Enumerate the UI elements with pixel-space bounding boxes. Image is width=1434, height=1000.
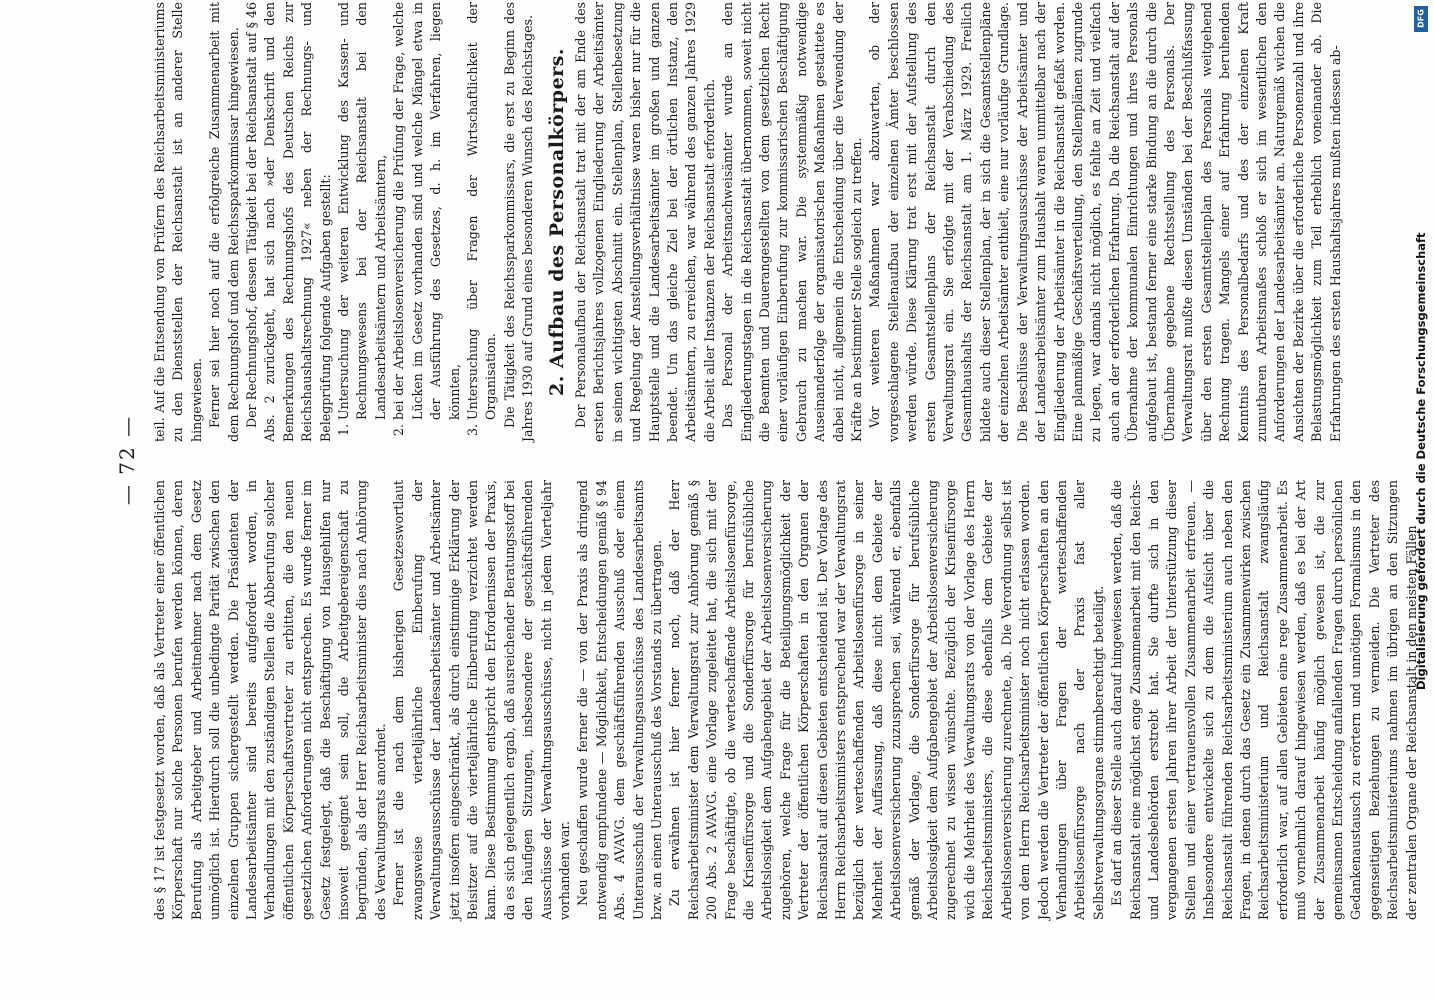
right-column (151, 2, 1345, 442)
section-heading: 2. Aufbau des Personalkörpers. (545, 47, 568, 397)
paragraph: Die Tätigkeit des Reichssparkommissars, die erst zu Beginn des Jahres 1930 auf Grund eines besonderen Wunsch des Reichstages. (501, 2, 536, 442)
numbered-list (335, 2, 501, 442)
paragraph: Ferner ist die nach dem bisherigen Gesetzeswortlaut zwangsweise vierteljährliche Einberufung der Verwaltungsausschüsse der Landesarbeitsämter und Arbeitsämter jetzt insofern eingeschränkt, als durch einstimmige Erklärung der Beisitzer auf die vierteljährliche Einberufung verzichtet werden kann. Diese Bestimmung entspricht den Erfordernissen der Praxis, da es sich gelegentlich ergab, daß ausreichender Beratungsstoff bei den häufigen Sitzungen, insbesondere der geschäftsführenden Ausschüsse der Verwaltungsausschüsse, nicht in jedem Vierteljahr vorhanden war. (391, 480, 572, 920)
list-item: 2. bei der Arbeitslosenversicherung die Prüfung der Frage, welche Lücken im Gesetz vorhanden sind und welche Mängel etwa in der Ausführung des Gesetzes, d. h. im Verfahren, liegen könnten, (390, 2, 464, 420)
paragraph: Ferner sei hier noch auf die erfolgreiche Zusammenarbeit mit dem Rechnungshof und dem Reichssparkommissar hingewiesen. (207, 2, 241, 442)
book-spread (115, 0, 1419, 920)
list-item: 3. Untersuchung über Fragen der Wirtschaftlichkeit der Organisation. (464, 2, 501, 420)
paragraph: des § 17 ist festgesetzt worden, daß als Vertreter einer öffentlichen Körperschaft nur solche Personen berufen werden können, deren Berufung als Arbeitgeber und Arbeitnehmer nach dem Gesetz unmöglich ist. Hierdurch soll die unbedingte Parität zwischen den einzelnen Gruppen sichergestellt werden. Die Präsidenten der Landesarbeitsämter sind bereits aufgefordert worden, in Verhandlungen mit den zuständigen Stellen die Abberufung solcher öffentlichen Körperschaftsvertreter zu erbitten, die den neuen gesetzlichen Anforderungen nicht entsprechen. Es wurde ferner im Gesetz festgelegt, daß die Beschäftigung von Hausgehilfen nur insoweit geeignet sein soll, die Arbeitgebereigenschaft zu begründen, als der Herr Reichsarbeitsminister dies nach Anhörung des Verwaltungsrats anordnet. (152, 480, 388, 920)
left-column (151, 480, 1421, 920)
page-number: — 72 — (115, 414, 139, 506)
paragraph: Zu erwähnen ist hier ferner noch, daß der Herr Reichsarbeitsminister dem Verwaltungsrat zur Anhörung gemäß § 200 Abs. 2 AVAVG. eine Vorlage zugeleitet hat, die sich mit der Frage beschäftigte, ob die werteschaffende Arbeitslosenfürsorge, die Krisenfürsorge und die Sonderfürsorge für berufsübliche Arbeitslosigkeit dem Aufgabengebiet der Arbeitslosenversicherung zugehören, welche Frage für die Beteiligungsmöglichkeit der Vertreter der öffentlichen Körperschaften in den Organen der Reichsanstalt auf diesen Gebieten entscheidend ist. Der Vorlage des Herrn Reichsarbeitsministers entsprechend war der Verwaltungsrat bezüglich der werteschaffenden Arbeitslosenfürsorge in seiner Mehrheit der Auffassung, daß diese nicht dem Gebiete der Arbeitslosenversicherung zuzusprechen sei, während er, ebenfalls gemäß der Vorlage, die Sonderfürsorge für berufsübliche Arbeitslosigkeit dem Aufgabengebiet der Arbeitslosenversicherung zugerechnet zu wissen wünschte. Bezüglich der Krisenfürsorge wich die Mehrheit des Verwaltungsrats von der Vorlage des Herrn Reichsarbeitsministers, die diese ebenfalls dem Gebiete der Arbeitslosenversicherung zurechnete, ab. Die Verordnung selbst ist von dem Herrn Reichsarbeitsminister noch nicht erlassen worden. Jedoch werden die Vertreter der öffentlichen Körperschaften an den Verhandlungen über Fragen der werteschaffenden Arbeitslosenfürsorge nach der Praxis fast aller Selbstverwaltungsorgane stimmberechtigt beteiligt. (667, 480, 1106, 920)
paragraph: Der Rechnungshof, dessen Tätigkeit bei der Reichsanstalt auf § 46 Abs. 2 zurückgeht, hat sich nach »der Denkschrift und den Bemerkungen des Rechnungshofs des Deutschen Reichs zur Reichshaushaltsrechnung 1927« neben der Rechnungs- und Belegprüfung folgende Aufgaben gestellt: (244, 2, 333, 442)
paragraph: Neu geschaffen wurde ferner die — von der Praxis als dringend notwendig empfundene — Möglichkeit, Entscheidungen gemäß § 94 Abs. 4 AVAVG. dem geschäftsführenden Ausschuß oder einem Unterausschuß der Verwaltungsausschüsse des Landesarbeitsamts bzw. an einen Unterausschuß des Vorstands zu übertragen. (575, 480, 664, 920)
paragraph: teil. Auf die Entsendung von Prüfern des Reichsarbeitsministeriums zu den Dienststellen der Reichsanstalt ist an anderer Stelle hingewiesen. (152, 2, 204, 442)
digitization-credit: Digitalisierung gefördert durch die Deutsche Forschungsgemeinschaft (1414, 232, 1428, 690)
list-item: 1. Untersuchung der weiteren Entwicklung des Kassen- und Rechnungswesens bei der Reichsanstalt bei den Landesarbeitsämtern und Arbeitsämtern, (335, 2, 390, 420)
paragraph: Vor weiteren Maßnahmen war abzuwarten, ob der vorgeschlagene Stellenaufbau der einzelnen Ämter beschlossen werden würde. Diese Klärung trat erst mit der Aufstellung des ersten Gesamtstellenplans der Reichsanstalt durch den Verwaltungsrat ein. Sie erfolgte mit der Verabschiedung des Gesamthaushalts der Reichsanstalt am 1. März 1929. Freilich bildete auch dieser Stellenplan, der in sich die Gesamtstellenpläne der einzelnen Arbeitsämter enthielt, eine nur vorläufige Grundlage. Die Beschlüsse der Verwaltungsausschüsse der Arbeitsämter und der Landesarbeitsämter zum Haushalt waren unmittelbar nach der Eingliederung der Arbeitsämter in die Reichsanstalt gefaßt worden. Eine planmäßige Geschäftsverteilung, den Stellenplänen zugrunde zu legen, war damals nicht möglich, es fehlte an Zeit und vielfach auch an der erforderlichen Erfahrung. Da die Reichsanstalt auf der Übernahme der kommunalen Einrichtungen und ihres Personals aufgebaut ist, bestand ferner eine starke Bindung an die durch die Übernahme gegebene Rechtsstellung des Personals. Der Verwaltungsrat mußte diesen Umständen bei der Beschlußfassung über den ersten Gesamtstellenplan des Personals weitgehend Rechnung tragen. Mangels einer auf Erfahrung beruhenden Kenntnis des Personalbedarfs und des der einzelnen Kraft zumutbaren Arbeitsmaßes schloß er sich im wesentlichen den Anforderungen der Landesarbeitsämter an. Naturgemäß wichen die Ansichten der Bezirke über die erforderliche Personenzahl und ihre Belastungsmöglichkeit zum Teil erheblich voneinander ab. Die Erfahrungen des ersten Haushaltsjahres mußten indessen ab- (867, 2, 1343, 442)
paragraph: Der Personalaufbau der Reichsanstalt trat mit der am Ende des ersten Berichtsjahres vollzogenen Eingliederung der Arbeitsämter in seinen wichtigsten Abschnitt ein. Stellenplan, Stellenbesetzung und Regelung der Anstellungsverhältnisse waren bisher nur für die Hauptstelle und die Landesarbeitsämter im großen und ganzen beendet. Um das gleiche Ziel bei der örtlichen Instanz, den Arbeitsämtern, zu erreichen, war während des ganzen Jahres 1929 die Arbeit aller Instanzen der Reichsanstalt erforderlich. (572, 2, 717, 442)
dfg-logo-text: DFG (1416, 9, 1426, 28)
paragraph: Es darf an dieser Stelle auch darauf hingewiesen werden, daß die Reichsanstalt eine möglichst enge Zusammenarbeit mit den Reichs- und Landesbehörden erstrebt hat. Sie durfte sich in den vergangenen ersten Jahren ihrer Arbeit der Unterstützung dieser Stellen und einer vertrauensvollen Zusammenarbeit erfreuen. — Insbesondere entwickelte sich zu dem die Aufsicht über die Reichsanstalt führenden Reichsarbeitsministerium auch neben den Fragen, in denen durch das Gesetz ein Zusammenwirken zwischen Reichsarbeitsministerium und Reichsanstalt zwangsläufig erforderlich war, auf allen Gebieten eine rege Zusammenarbeit. Es muß vornehmlich darauf hingewiesen werden, daß es bei der Art der Zusammenarbeit häufig möglich gewesen ist, die zur gemeinsamen Entscheidung anfallenden Fragen durch persönlichen Gedankenaustausch zu erörtern und unnötigen Formalismus in den gegenseitigen Beziehungen zu vermeiden. Die Vertreter des Reichsarbeitsministeriums nahmen im übrigen an den Sitzungen der zentralen Organe der Reichsanstalt in den meisten Fällen (1109, 480, 1419, 920)
paragraph: Das Personal der Arbeitsnachweisämter wurde an den Eingliederungstagen in die Reichsanstalt übernommen, soweit nicht die Beamten und Dauerangestellten von dem gesetzlichen Recht einer vorläufigen Einberufung zur kommissarischen Beschäftigung Gebrauch zu machen war. Die systemmäßig notwendige Auseinanderfolge der organisatorischen Maßnahmen gestattete es dabei nicht, allgemein die Entscheidung über die Verwendung der Kräfte an bestimmter Stelle sogleich zu treffen. (720, 2, 865, 442)
